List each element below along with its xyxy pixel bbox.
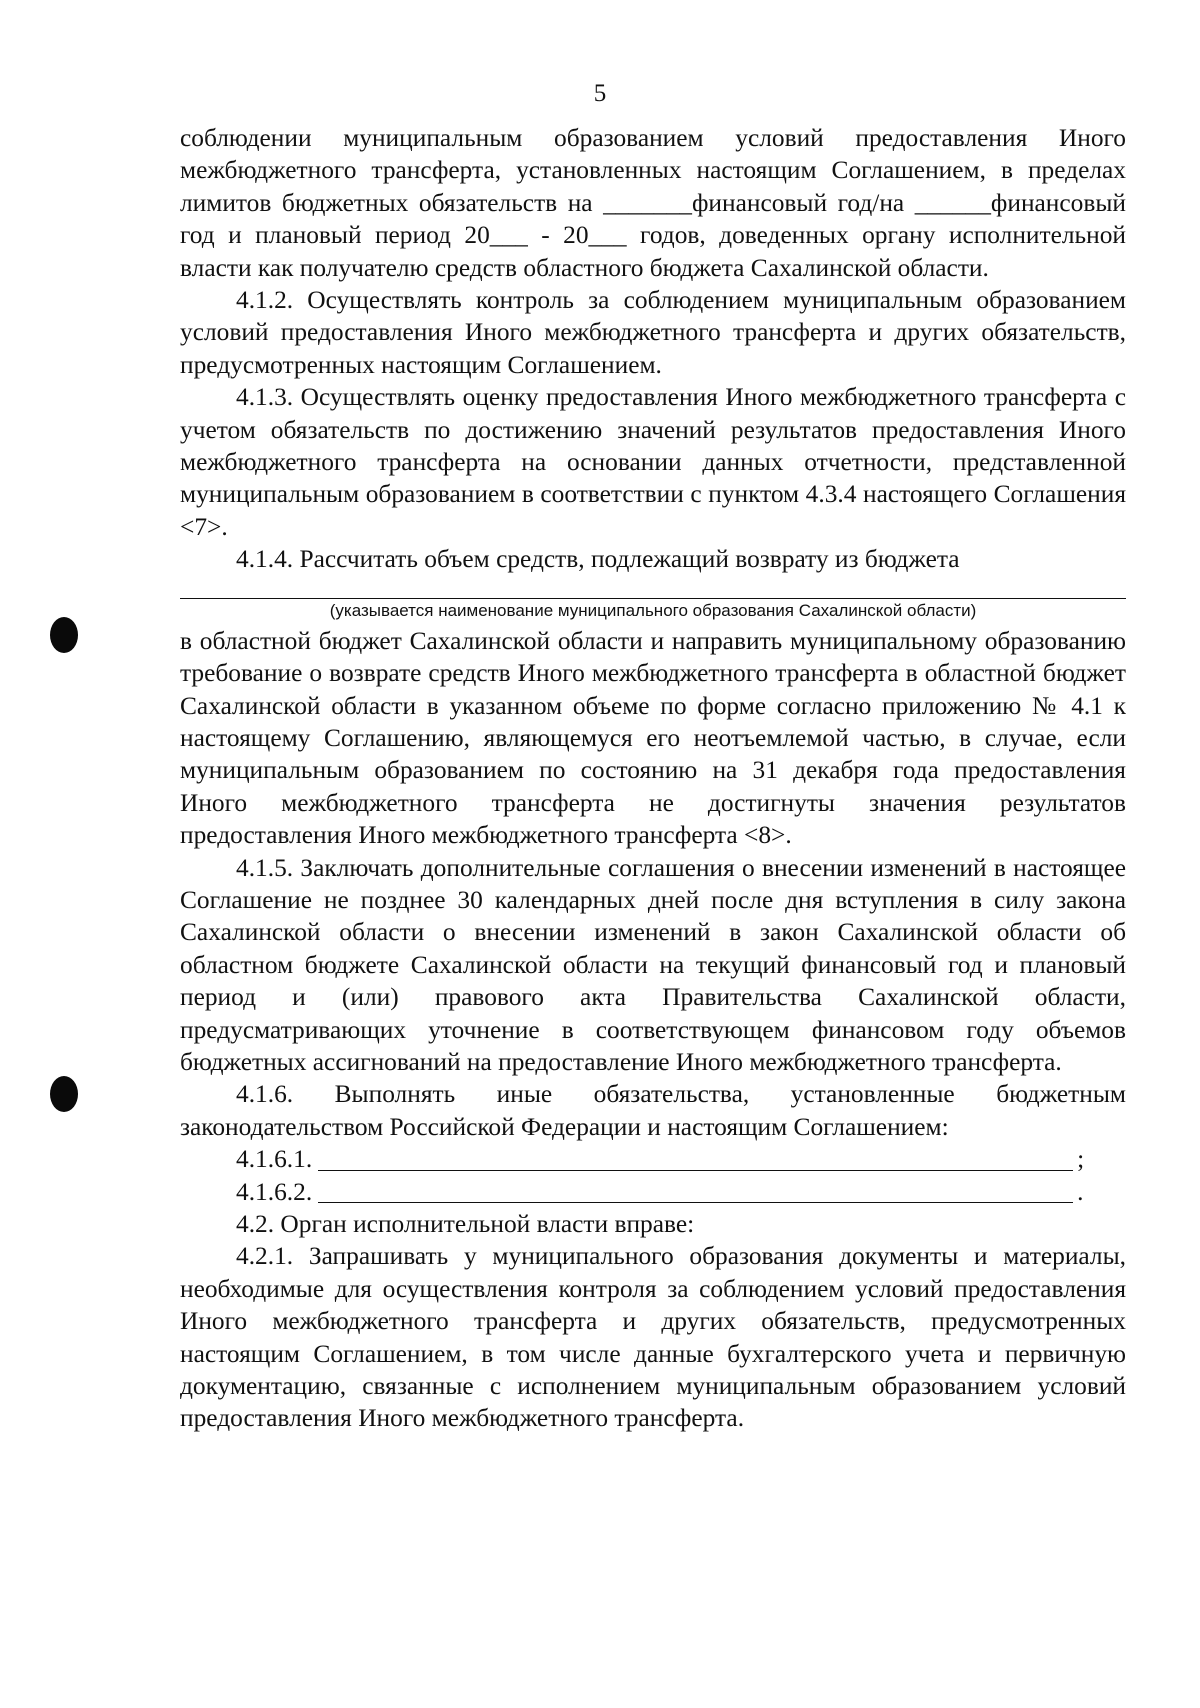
paragraph-4-2: 4.2. Орган исполнительной власти вправе: [236, 1210, 695, 1238]
blank-item-end: ; [1077, 1145, 1085, 1174]
blank-fill-line [318, 1148, 1073, 1171]
paragraph-4-1-3: 4.1.3. Осуществлять оценку предоставления Иного межбюджетного трансферта с учетом обязательств по достижению значений результатов предоставления Иного межбюджетного трансферта на основании данных отчетности, представленной муниципальным образованием в соответствии с пунктом 4.3.4 настоящего Соглашения <7>. [180, 383, 1126, 541]
blank-item-label: 4.1.6.1. [236, 1145, 313, 1174]
punch-hole-mark [50, 1076, 78, 1112]
punch-hole-mark [50, 617, 78, 653]
document-body [180, 122, 1126, 1435]
blank-item-4-1-6-1 [236, 1143, 1126, 1175]
blank-fill-line [318, 1180, 1073, 1203]
paragraph-4-1-5: 4.1.5. Заключать дополнительные соглашения о внесении изменений в настоящее Соглашение не позднее 30 календарных дней после дня вступления в силу закона Сахалинской области о внесении изменений в закон Сахалинской области об областном бюджете Сахалинской области на текущий финансовый год и плановый период и (или) правового акта Правительства Сахалинской области, предусматривающих уточнение в соответствующем финансовом году объемов бюджетных ассигнований на предоставление Иного межбюджетного трансферта. [180, 853, 1126, 1076]
paragraph-4-1-4: 4.1.4. Рассчитать объем средств, подлежащий возврату из бюджета [236, 545, 960, 574]
paragraph-4-1-6: 4.1.6. Выполнять иные обязательства, установленные бюджетным законодательством Российской Федерации и настоящим Соглашением: [180, 1080, 1126, 1141]
blank-item-label: 4.1.6.2. [236, 1177, 313, 1206]
page-number: 5 [593, 80, 607, 107]
paragraph-4-1-2: 4.1.2. Осуществлять контроль за соблюдением муниципальным образованием условий предоставления Иного межбюджетного трансферта и других обязательств, предусмотренных настоящим Соглашением. [180, 286, 1126, 379]
paragraph-continuation: соблюдении муниципальным образованием условий предоставления Иного межбюджетного трансферта, установленных настоящим Соглашением, в пределах лимитов бюджетных обязательств на _______финансовый год/на ______финансовый год и плановый период 20___ - 20___ годов, доведенных органу исполнительной власти как получателю средств областного бюджета Сахалинской области. [180, 124, 1126, 282]
blank-item-end: . [1077, 1177, 1084, 1206]
paragraph-4-2-1: 4.2.1. Запрашивать у муниципального образования документы и материалы, необходимые для осуществления контроля за соблюдением условий предоставления Иного межбюджетного трансферта и других обязательств, предусмотренных настоящим Соглашением, в том числе данные бухгалтерского учета и первичную документацию, связанные с исполнением муниципальным образованием условий предоставления Иного межбюджетного трансферта. [180, 1242, 1126, 1433]
blank-item-4-1-6-2 [236, 1176, 1126, 1208]
fill-in-caption: (указывается наименование муниципального образования Сахалинской области) [329, 600, 977, 620]
paragraph-4-1-4-continued: в областной бюджет Сахалинской области и направить муниципальному образованию требование о возврате средств Иного межбюджетного трансферта в областной бюджет Сахалинской области в указанном объеме по форме согласно приложению № 4.1 к настоящему Соглашению, являющемуся его неотъемлемой частью, в случае, если муниципальным образованием по состоянию на 31 декабря года предоставления Иного межбюджетного трансферта не достигнуты значения результатов предоставления Иного межбюджетного трансферта <8>. [180, 626, 1126, 850]
